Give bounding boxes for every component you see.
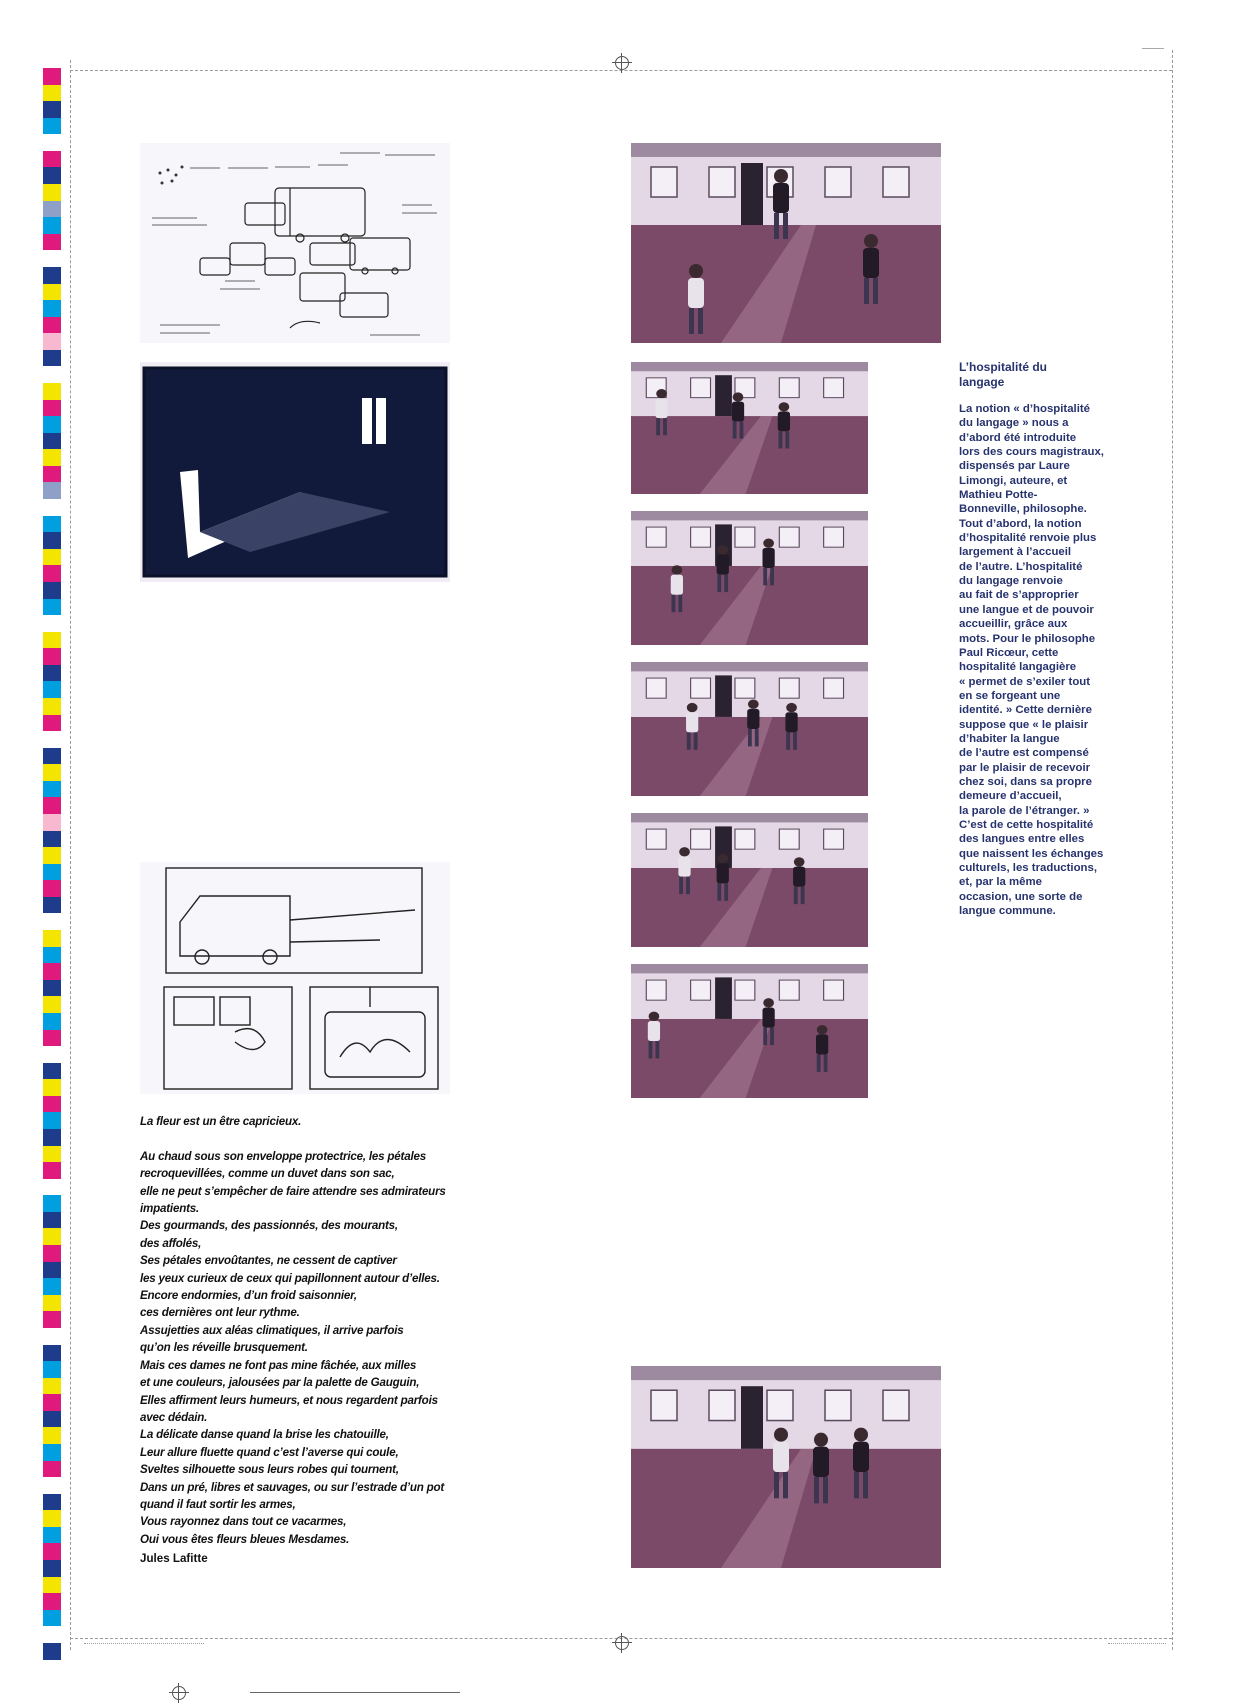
color-swatch (43, 1195, 61, 1212)
color-swatch (43, 516, 61, 533)
poem-author: Jules Lafitte (140, 1552, 208, 1565)
color-swatch (43, 1129, 61, 1146)
color-swatch (43, 1543, 61, 1560)
color-swatch (43, 1361, 61, 1378)
color-swatch (43, 731, 61, 748)
top-right-corner-mark (1142, 48, 1164, 49)
dance-photo-3 (631, 511, 868, 645)
color-swatch (43, 118, 61, 135)
dance-photo-1 (631, 143, 941, 343)
color-swatch (43, 764, 61, 781)
color-swatch (43, 864, 61, 881)
color-swatch (43, 599, 61, 616)
color-swatch (43, 284, 61, 301)
color-swatch (43, 433, 61, 450)
color-swatch (43, 1560, 61, 1577)
left-trim-line (70, 60, 71, 1650)
color-swatch (43, 847, 61, 864)
color-swatch (43, 615, 61, 632)
van-storyboard-drawing (140, 862, 450, 1094)
color-swatch (43, 267, 61, 284)
color-swatch (43, 665, 61, 682)
color-swatch (43, 1577, 61, 1594)
color-swatch (43, 1643, 61, 1660)
color-swatch (43, 1228, 61, 1245)
color-swatch (43, 499, 61, 516)
color-swatch (43, 167, 61, 184)
color-swatch (43, 1461, 61, 1478)
color-swatch (43, 317, 61, 334)
bus-sketch-drawing (140, 143, 450, 343)
color-swatch (43, 897, 61, 914)
dance-photo-1-svg (631, 143, 941, 343)
color-swatch (43, 1030, 61, 1047)
color-swatch (43, 1626, 61, 1643)
color-swatch (43, 1096, 61, 1113)
color-swatch (43, 715, 61, 732)
color-swatch (43, 963, 61, 980)
color-swatch (43, 482, 61, 499)
color-swatch (43, 831, 61, 848)
color-swatch (43, 68, 61, 85)
color-swatch (43, 880, 61, 897)
sidebar-title: L’hospitalité du langage (959, 360, 1048, 389)
sidebar-body: La notion « d’hospitalité du langage » nous a d’abord été introduite lors des cours magistraux, dispensés par Laure Limongi, auteure, et Mathieu Potte- Bonneville, philosophe. Tout d’abord, la notion d’hospitalité renvoie plus largement à l’accueil de l’autre. L’hospitalité du langage renvoie au fait de s’approprier une langue et de pouvoir accueillir, grâce aux mots. Pour le philosophe Paul Ricœur, cette hospitalité langagière « permet de s’exiler tout en se forgeant une identité. » Cette dernière suppose que « le plaisir d’habiter la langue de l’autre est compensé par le plaisir de recevoir chez soi, dans sa propre demeure d’accueil, la parole de l’étranger. » C’est de cette hospitalité des langues entre elles que naissent les échanges culturels, les traductions, et, par la même occasion, une sorte de langue commune. (959, 403, 1104, 918)
color-swatch (43, 1162, 61, 1179)
linocut-print (140, 362, 450, 582)
color-swatch (43, 996, 61, 1013)
color-swatch (43, 234, 61, 251)
color-swatch (43, 333, 61, 350)
footer-slug-right (1108, 1643, 1166, 1648)
color-swatch (43, 1494, 61, 1511)
color-swatch (43, 1378, 61, 1395)
color-swatch (43, 1262, 61, 1279)
color-swatch (43, 532, 61, 549)
color-swatch (43, 1146, 61, 1163)
color-swatch (43, 1477, 61, 1494)
color-swatch (43, 366, 61, 383)
dance-photo-2 (631, 362, 868, 494)
color-swatch (43, 1328, 61, 1345)
color-swatch (43, 1179, 61, 1196)
right-trim-line (1172, 50, 1173, 1650)
color-swatch (43, 1345, 61, 1362)
color-swatch (43, 217, 61, 234)
color-swatch (43, 1079, 61, 1096)
color-swatch (43, 1411, 61, 1428)
dance-photo-5 (631, 813, 868, 947)
color-swatch (43, 416, 61, 433)
color-swatch (43, 1063, 61, 1080)
color-swatch (43, 1527, 61, 1544)
color-swatch (43, 1311, 61, 1328)
color-swatch (43, 797, 61, 814)
color-swatch (43, 1245, 61, 1262)
color-swatch (43, 1112, 61, 1129)
color-swatch (43, 1427, 61, 1444)
color-swatch (43, 582, 61, 599)
color-swatch (43, 466, 61, 483)
color-swatch (43, 201, 61, 218)
bottom-registration-mark (615, 1636, 629, 1650)
dance-photo-7 (631, 1366, 941, 1568)
color-swatch (43, 1394, 61, 1411)
top-registration-mark (615, 56, 629, 70)
color-swatch (43, 1046, 61, 1063)
color-swatch (43, 383, 61, 400)
color-swatch (43, 1013, 61, 1030)
color-swatch (43, 781, 61, 798)
color-swatch (43, 350, 61, 367)
color-swatch (43, 913, 61, 930)
bottom-left-registration-mark (172, 1686, 186, 1700)
color-swatch (43, 1610, 61, 1627)
color-swatch (43, 648, 61, 665)
color-swatch (43, 300, 61, 317)
dance-photo-6 (631, 964, 868, 1098)
color-swatch (43, 250, 61, 267)
color-swatch (43, 1278, 61, 1295)
color-swatch (43, 101, 61, 118)
color-swatch (43, 184, 61, 201)
color-swatch (43, 632, 61, 649)
poem-text: La fleur est un être capricieux. Au chaud sous son enveloppe protectrice, les pétales recroquevillées, comme un duvet dans son sac, elle ne peut s’empêcher de faire attendre ses admirateurs impatients. Des gourmands, des passionnés, des mourants, des affolés, Ses pétales envoûtantes, ne cessent de captiver les yeux curieux de ceux qui papillonnent autour d’elles. Encore endormies, d’un froid saisonnier, ces dernières ont leur rythme. Assujetties aux aléas climatiques, il arrive parfois qu’on les réveille brusquement. Mais ces dames ne font pas mine fâchée, aux milles et une couleurs, jalousées par la palette de Gauguin, Elles affirment leurs humeurs, et nous regardent parfois avec dédain. La délicate danse quand la brise les chatouille, Leur allure fluette quand c’est l’averse qui coule, Sveltes silhouette sous leurs robes qui tournent, Dans un pré, libres et sauvages, ou sur l’estrade d’un pot quand il faut sortir les armes, Vous rayonnez dans tout ce vacarmes, Oui vous êtes fleurs bleues Mesdames. (140, 1115, 446, 1546)
bottom-guide-line (250, 1692, 460, 1693)
color-swatch (43, 748, 61, 765)
color-swatch (43, 151, 61, 168)
color-swatch (43, 549, 61, 566)
footer-slug-left (84, 1643, 204, 1648)
color-swatch (43, 1212, 61, 1229)
color-swatch (43, 930, 61, 947)
color-swatch (43, 85, 61, 102)
color-swatch (43, 449, 61, 466)
color-swatch (43, 980, 61, 997)
color-swatch (43, 565, 61, 582)
color-swatch (43, 1593, 61, 1610)
color-swatch (43, 947, 61, 964)
color-calibration-bar (43, 68, 61, 1660)
dance-photo-4 (631, 662, 868, 796)
color-swatch (43, 1510, 61, 1527)
color-swatch (43, 1295, 61, 1312)
color-swatch (43, 400, 61, 417)
color-swatch (43, 134, 61, 151)
color-swatch (43, 681, 61, 698)
color-swatch (43, 1444, 61, 1461)
color-swatch (43, 814, 61, 831)
color-swatch (43, 698, 61, 715)
